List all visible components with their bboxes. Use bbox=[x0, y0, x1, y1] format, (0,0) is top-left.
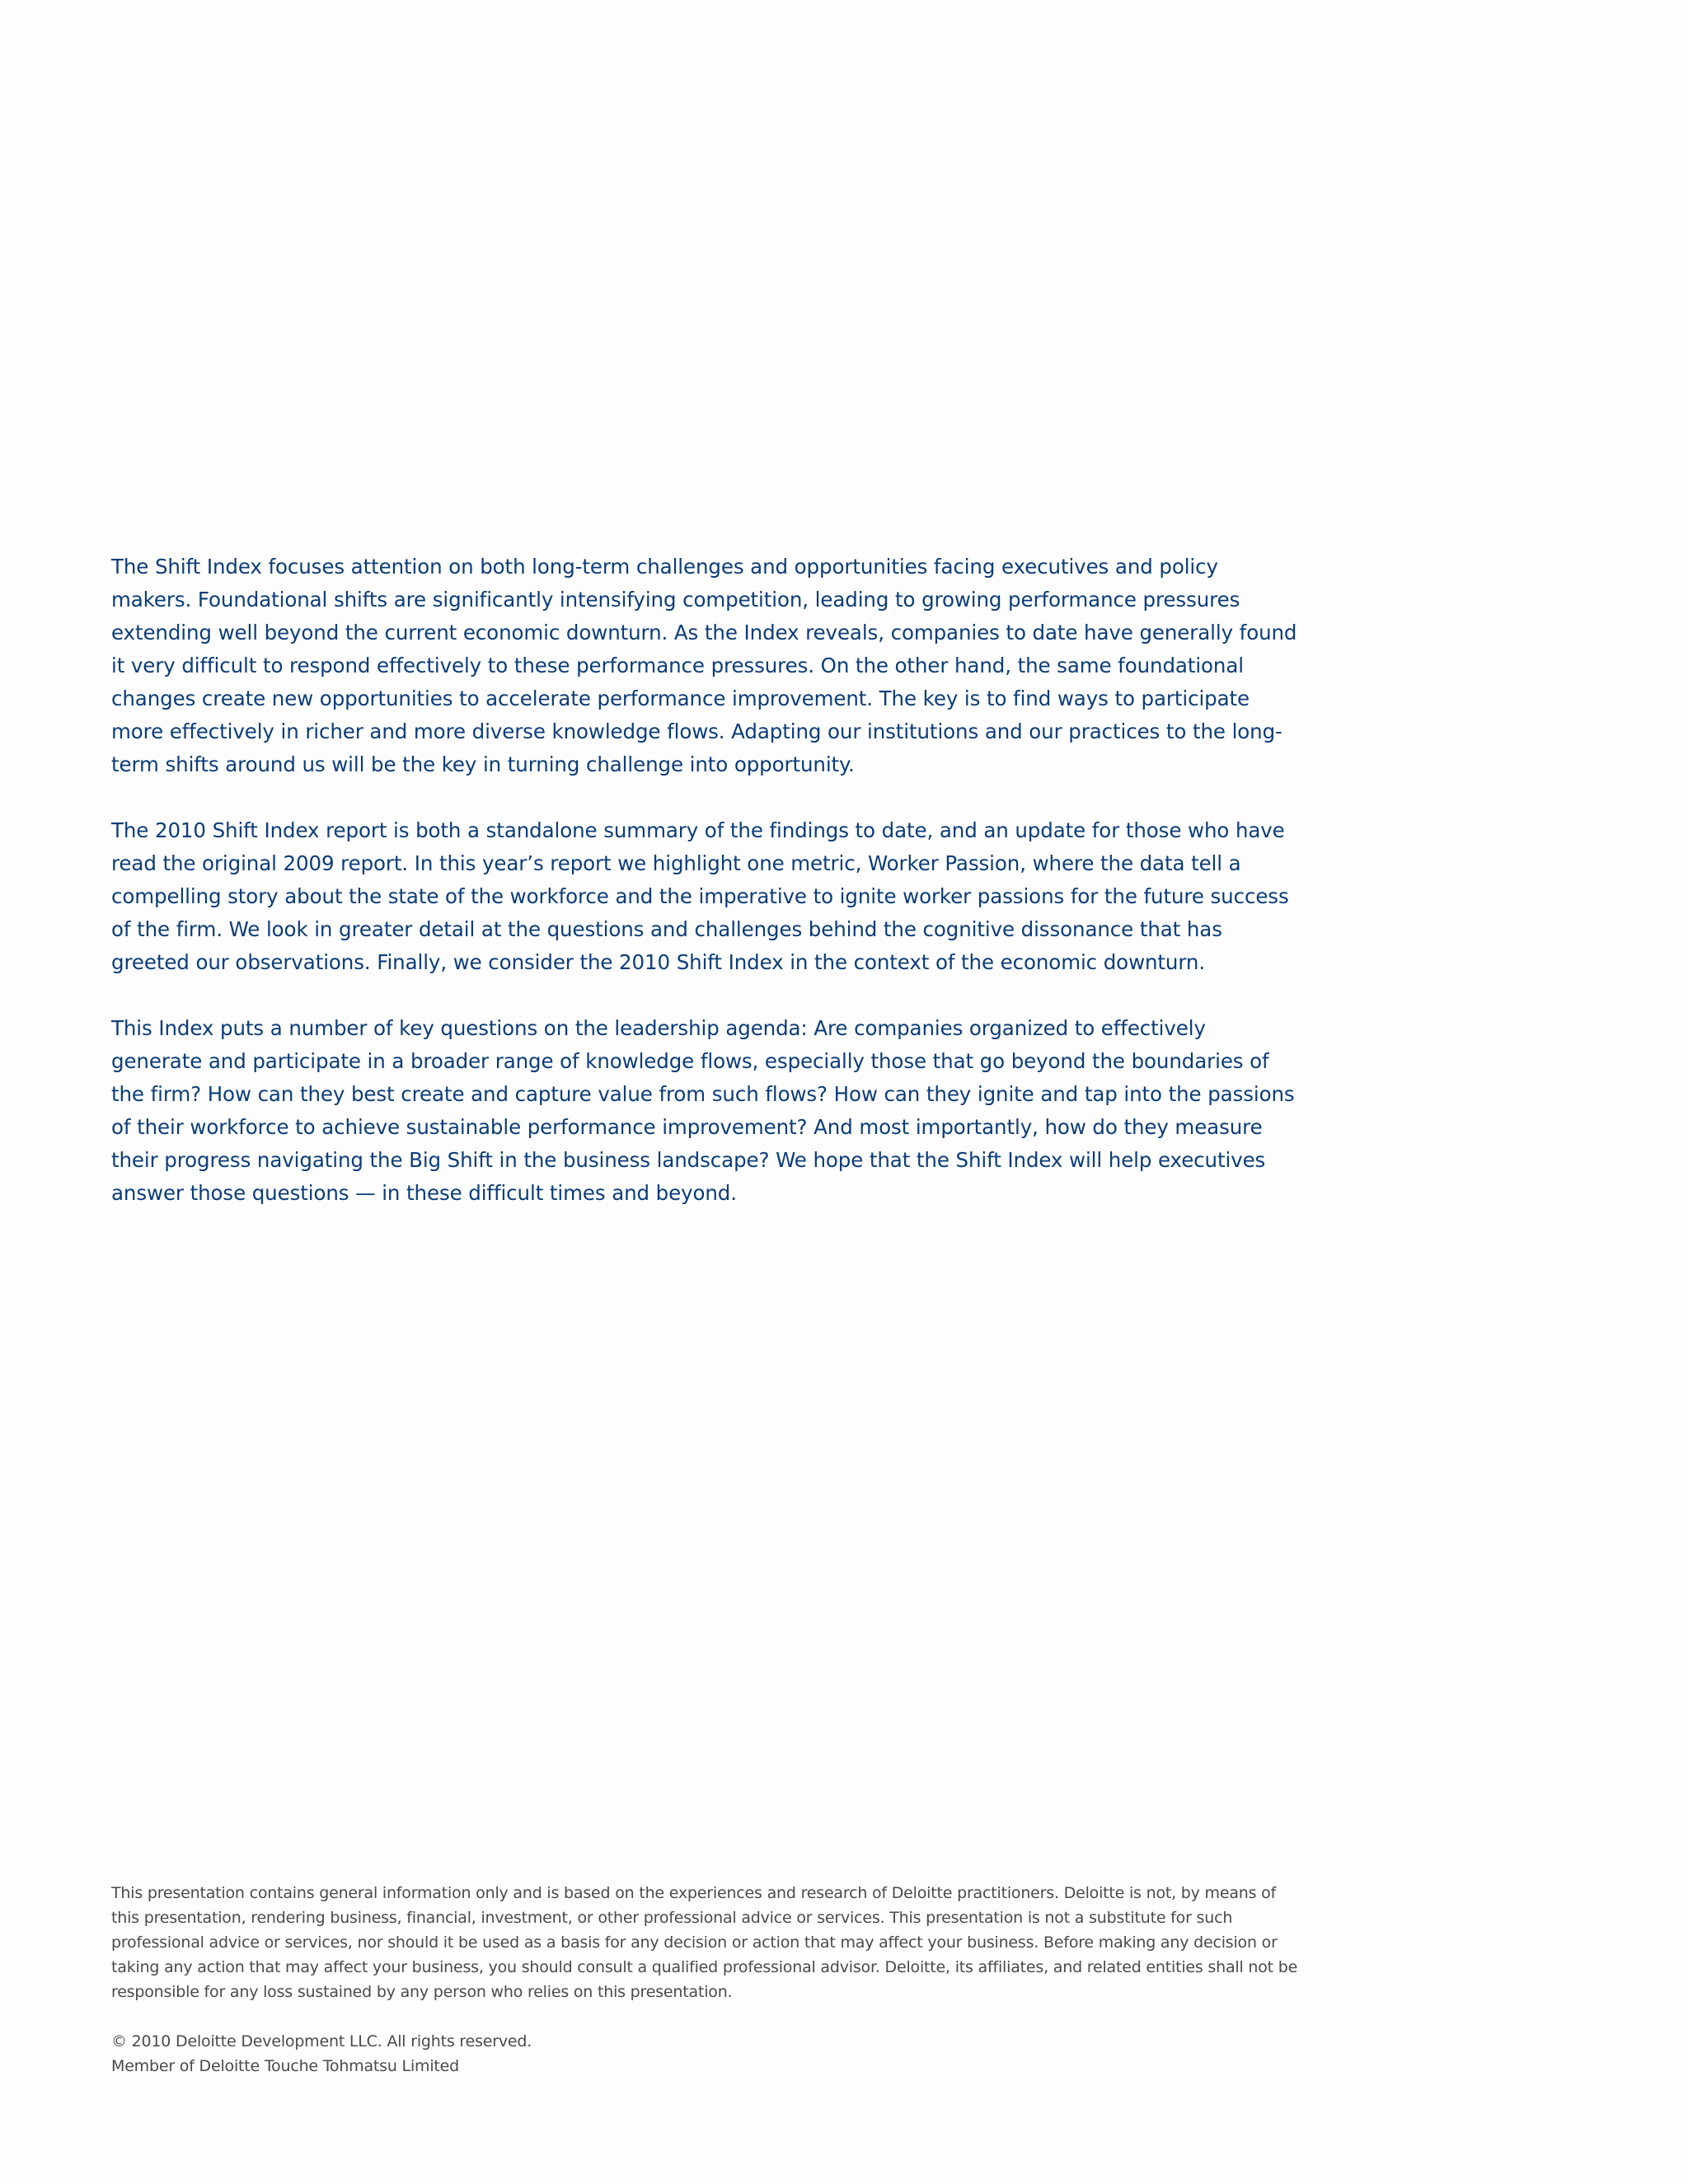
intro-text bbox=[111, 551, 1298, 1210]
member-line: Member of Deloitte Touche Tohmatsu Limited bbox=[111, 2057, 460, 2075]
disclaimer-text: This presentation contains general information only and is based on the experiences and research of Deloitte practitioners. Deloitte is not, by means of this presentation, rendering business, financial, investment, or other professional advice or services. This presentation is not a substitute for such professional advice or services, nor should it be used as a basis for any decision or action that may affect your business. Before making any decision or taking any action that may affect your business, you should consult a qualified professional advisor. Deloitte, its affiliates, and related entities shall not be responsible for any loss sustained by any person who relies on this presentation. bbox=[111, 1884, 1298, 2001]
intro-paragraph-2: The 2010 Shift Index report is both a standalone summary of the findings to date, and an update for those who have read the original 2009 report. In this year’s report we highlight one metric, Worker Passion, where the data tell a compelling story about the state of the workforce and the imperative to ignite worker passions for the future success of the firm. We look in greater detail at the questions and challenges behind the cognitive dissonance that has greeted our observations. Finally, we consider the 2010 Shift Index in the context of the economic downturn. bbox=[111, 818, 1289, 974]
legal-notice bbox=[111, 2029, 1298, 2079]
intro-paragraph-3: This Index puts a number of key questions on the leadership agenda: Are companies organized to effectively generate and participate in a broader range of knowledge flows, especially those that go beyond the boundaries of the firm? How can they best create and capture value from such flows? How can they ignite and tap into the passions of their workforce to achieve sustainable performance improvement? And most importantly, how do they measure their progress navigating the Big Shift in the business landscape? We hope that the Shift Index will help executives answer those questions — in these difficult times and beyond. bbox=[111, 1016, 1295, 1205]
copyright-line: © 2010 Deloitte Development LLC. All rights reserved. bbox=[111, 2032, 532, 2050]
intro-paragraph-1: The Shift Index focuses attention on both long-term challenges and opportunities facing executives and policy makers. Foundational shifts are significantly intensifying competition, leading to growing performance pressures extending well beyond the current economic downturn. As the Index reveals, companies to date have generally found it very difficult to respond effectively to these performance pressures. On the other hand, the same foundational changes create new opportunities to accelerate performance improvement. The key is to find ways to participate more effectively in richer and more diverse knowledge flows. Adapting our institutions and our practices to the long-term shifts around us will be the key in turning challenge into opportunity. bbox=[111, 555, 1297, 776]
